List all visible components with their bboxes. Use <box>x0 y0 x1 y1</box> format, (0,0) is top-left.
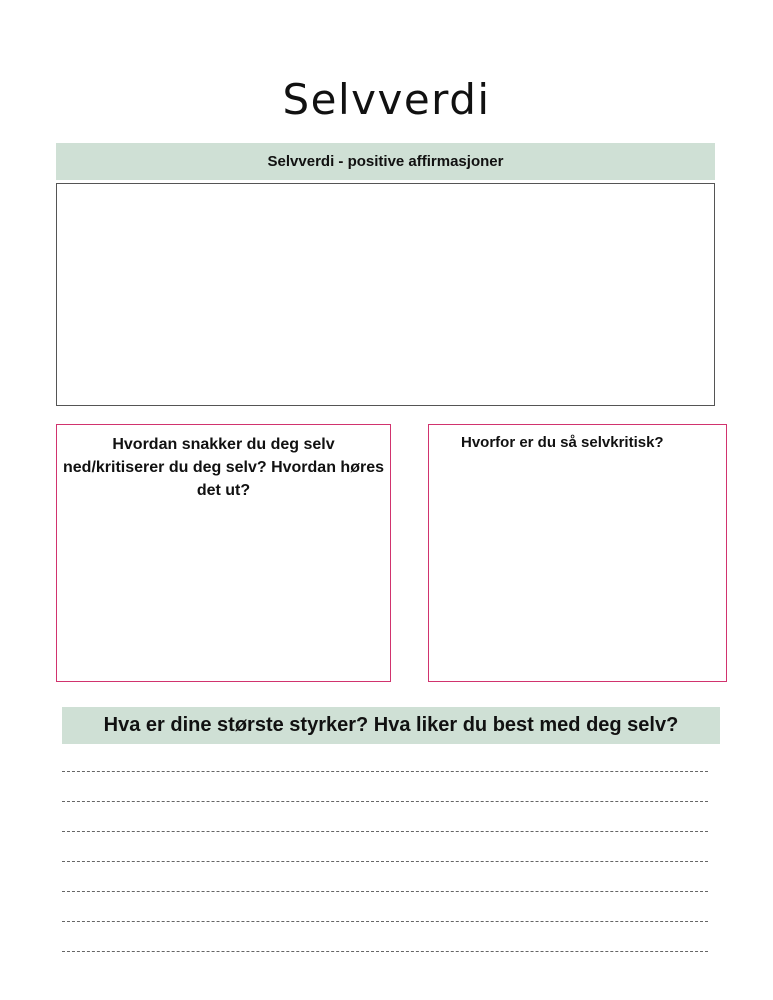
strengths-answer-line-1[interactable] <box>62 771 708 772</box>
self-critical-question-box[interactable] <box>428 424 727 682</box>
strengths-answer-line-4[interactable] <box>62 861 708 862</box>
affirmations-heading <box>56 143 715 180</box>
strengths-answer-line-5[interactable] <box>62 891 708 892</box>
self-talk-question-box[interactable] <box>56 424 391 682</box>
strengths-answer-line-6[interactable] <box>62 921 708 922</box>
strengths-heading-label: Hva er dine største styrker? Hva liker du best med deg selv? <box>103 714 679 736</box>
strengths-heading <box>62 707 720 744</box>
strengths-answer-line-7[interactable] <box>62 951 708 952</box>
strengths-answer-line-2[interactable] <box>62 801 708 802</box>
strengths-answer-line-3[interactable] <box>62 831 708 832</box>
page-title: Selvverdi <box>282 75 491 124</box>
self-critical-question-label: Hvorfor er du så selvkritisk? <box>461 434 664 451</box>
self-talk-question-label: Hvordan snakker du deg selv ned/kritiserer du deg selv? Hvordan høres det ut? <box>63 436 384 499</box>
affirmations-writing-area[interactable] <box>56 183 715 406</box>
affirmations-heading-label: Selvverdi - positive affirmasjoner <box>267 153 504 170</box>
